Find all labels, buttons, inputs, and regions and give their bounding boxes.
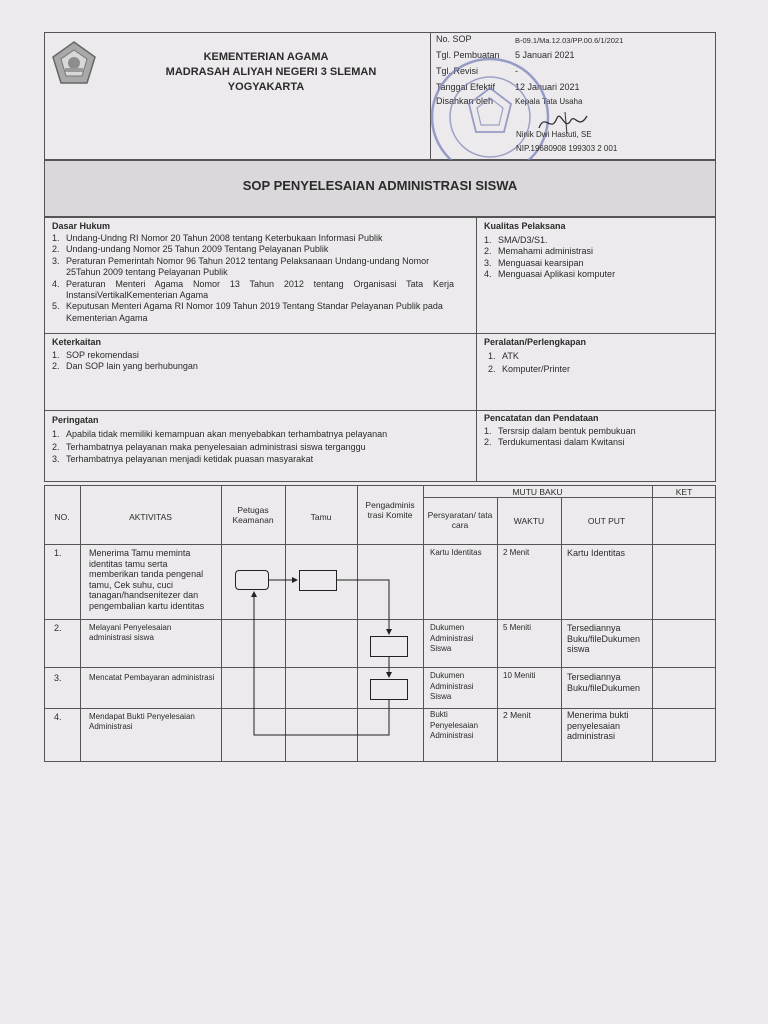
meta-value-no-sop: B-09.1/Ma.12.03/PP.00.6/1/2021: [515, 36, 624, 45]
header-line3: YOGYAKARTA: [227, 81, 305, 93]
row4-persyaratan: Bukti Penyelesaian Administrasi: [430, 710, 479, 740]
header-line2: MADRASAH ALIYAH NEGERI 3 SLEMAN: [165, 66, 377, 78]
row2-persyaratan: Dukumen Administrasi Siswa: [430, 623, 474, 653]
meta-label-no-sop: No. SOP: [436, 34, 472, 44]
row2-output: Tersediannya Buku/fileDukumen siswa: [567, 623, 641, 654]
header-mutu-baku: MUTU BAKU: [512, 487, 563, 497]
list-item: 1. SMA/D3/S1.: [484, 235, 548, 245]
meta-value-tanggal-efektif: 12 Januari 2021: [515, 82, 580, 92]
list-item: 1. Apabila tidak memiliki kemampuan akan menyebabkan terhambatnya pelayanan: [52, 429, 388, 439]
list-item: 2. Terdukumentasi dalam Kwitansi: [484, 437, 625, 448]
list-item: 2. Dan SOP lain yang berhubungan: [52, 361, 198, 372]
header-waktu: WAKTU: [513, 516, 545, 526]
row1-output: Kartu Identitas: [567, 548, 626, 558]
list-item: 2. Terhambatnya pelayanan maka penyelesaian administrasi siswa terganggu: [52, 441, 366, 452]
row3-waktu: 10 Meniti: [503, 671, 536, 680]
list-item: 1. Undang-Undng RI Nomor 20 Tahun 2008 tentang Keterbukaan Informasi Publik: [52, 233, 383, 243]
row4-no: 4.: [54, 712, 62, 722]
meta-label-tgl-revisi: Tgl. Revisi: [436, 66, 479, 76]
kualitas-title: Kualitas Pelaksana: [484, 221, 566, 231]
list-item: 1. SOP rekomendasi: [52, 350, 139, 360]
meta-label-tanggal-efektif: Tanggal Efektif: [436, 82, 496, 92]
list-item: 2. Undang-undang Nomor 25 Tahun 2009 Tentang Pelayanan Publik: [52, 244, 329, 255]
list-item: 2. Memahami administrasi: [484, 246, 594, 257]
list-item: 2. Komputer/Printer: [488, 364, 571, 374]
list-item: 4. Menguasai Aplikasi komputer: [484, 269, 616, 280]
row3-aktivitas: Mencatat Pembayaran administrasi: [89, 673, 215, 682]
peralatan-title: Peralatan/Perlengkapan: [484, 337, 587, 347]
header-pengadministrasi: Pengadminis trasi Komite: [365, 500, 415, 520]
row2-no: 2.: [54, 623, 62, 633]
row1-aktivitas: Menerima Tamu meminta identitas tamu serta memberikan tanda pengenal tamu, Cek suhu, cuci tanagan/handsenitezer dan pengembalian kartu identitas: [89, 548, 205, 611]
row4-waktu: 2 Menit: [503, 710, 531, 720]
header-tamu: Tamu: [310, 512, 332, 522]
header-output: OUT PUT: [587, 516, 626, 526]
row4-aktivitas: Mendapat Bukti Penyelesaian Administrasi: [89, 712, 195, 731]
row2-aktivitas: Melayani Penyelesaian administrasi siswa: [89, 623, 172, 642]
header-persyaratan: Persyaratan/ tata cara: [427, 510, 493, 530]
pencatatan-title: Pencatatan dan Pendataan: [484, 413, 599, 423]
list-item: 3. Menguasai kearsipan: [484, 257, 584, 268]
list-item: 4. Peraturan Menteri Agama Nomor 13 Tahun 2012 tentang Organisasi Tata Kerja InstansiVertikalKementerian Agama: [52, 278, 454, 301]
peringatan-title: Peringatan: [52, 415, 99, 425]
list-item: 1. Tersrsip dalam bentuk pembukuan: [484, 426, 636, 436]
list-item: 5. Keputusan Menteri Agama RI Nomor 109 Tahun 2019 Tentang Standar Pelayanan Publik pada Kementerian Agama: [52, 301, 443, 323]
row4-output: Menerima bukti penyelesaian administrasi: [567, 710, 629, 741]
meta-label-tgl-pembuatan: Tgl. Pembuatan: [436, 50, 500, 60]
list-item: 1. ATK: [488, 351, 519, 361]
row3-persyaratan: Dukumen Administrasi Siswa: [430, 671, 474, 701]
meta-value-disahkan: Kepala Tata Usaha: [515, 97, 583, 106]
row1-waktu: 2 Menit: [503, 548, 530, 557]
row1-persyaratan: Kartu Identitas: [430, 548, 482, 557]
meta-value-tgl-pembuatan: 5 Januari 2021: [515, 50, 575, 60]
header-aktivitas: AKTIVITAS: [129, 512, 172, 522]
meta-value-tgl-revisi: -: [515, 66, 518, 76]
header-line1: KEMENTERIAN AGAMA: [203, 51, 329, 63]
keterkaitan-title: Keterkaitan: [52, 337, 102, 347]
header-no: NO.: [54, 512, 70, 522]
dasar-hukum-title: Dasar Hukum: [52, 221, 111, 231]
row3-output: Tersediannya Buku/fileDukumen: [567, 672, 641, 693]
page-title: SOP PENYELESAIAN ADMINISTRASI SISWA: [242, 178, 518, 193]
header-ket: KET: [675, 487, 693, 497]
list-item: 3. Peraturan Pemerintah Nomor 96 Tahun 2012 tentang Pelaksanaan Undang-undang Nomor 25Tahun 2009 tentang Pelayanan Publik: [52, 255, 430, 278]
meta-label-disahkan: Disahkan oleh: [436, 96, 494, 106]
row3-no: 3.: [54, 673, 62, 683]
signer-name: Ninik Dwi Hastuti, SE: [516, 130, 592, 139]
row1-no: 1.: [54, 548, 62, 558]
signer-nip: NIP.19680908 199303 2 001: [516, 144, 618, 153]
header-petugas: Petugas Keamanan: [232, 505, 274, 525]
row2-waktu: 5 Meniti: [503, 623, 532, 632]
list-item: 3. Terhambatnya pelayanan menjadi ketidak puasan masyarakat: [52, 454, 314, 464]
